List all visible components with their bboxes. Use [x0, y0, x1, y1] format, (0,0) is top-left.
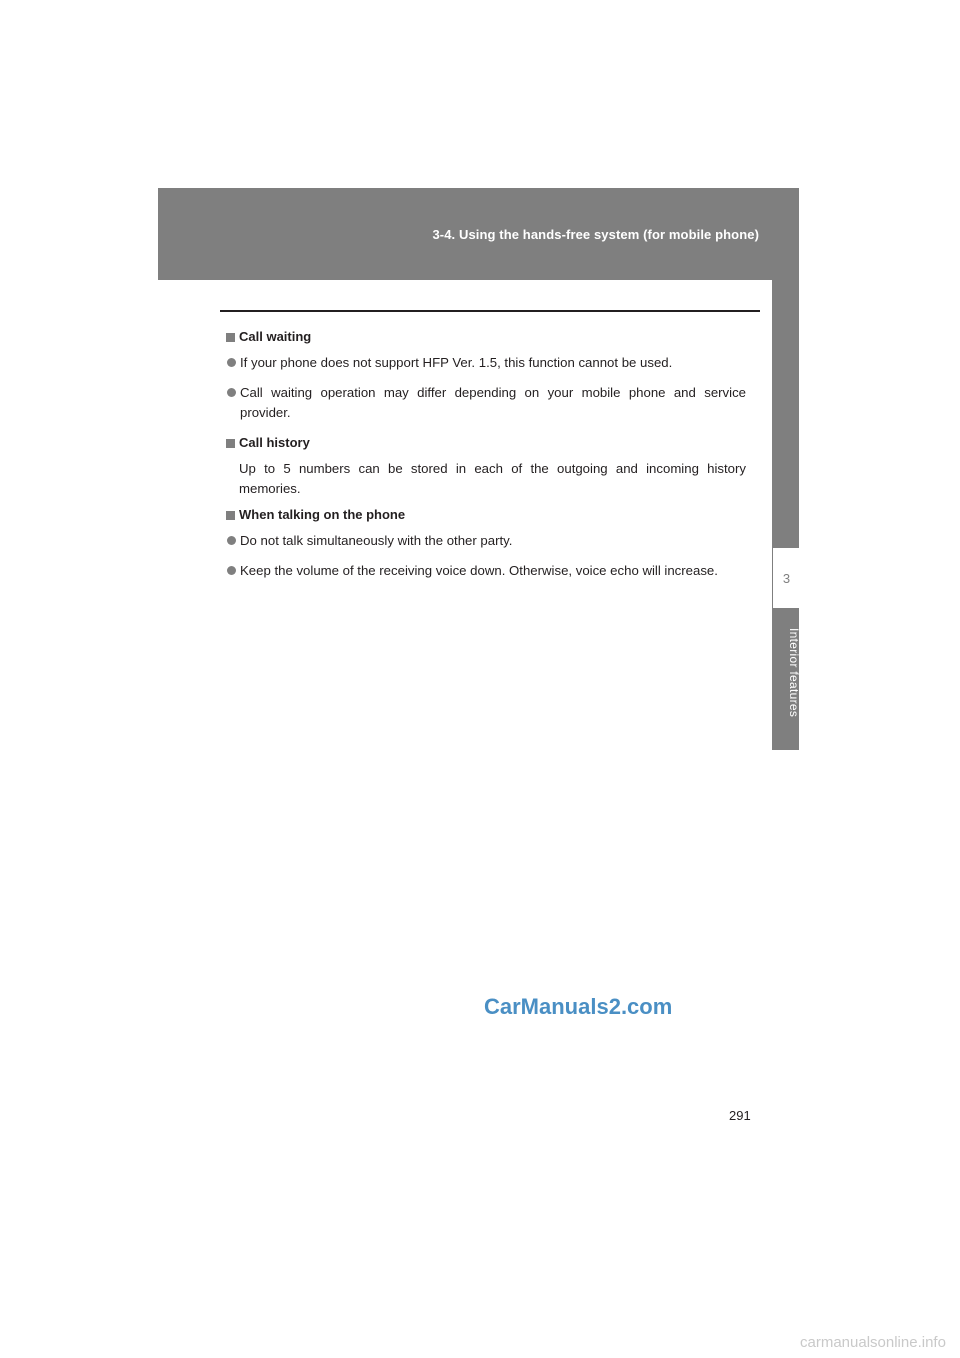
square-bullet-icon [226, 511, 235, 520]
content-divider [220, 310, 760, 312]
round-bullet-icon [227, 388, 236, 397]
section-heading [226, 433, 746, 453]
square-bullet-icon [226, 439, 235, 448]
list-item-text: Call waiting operation may differ depending on your mobile phone and service provider. [240, 385, 746, 420]
square-bullet-icon [226, 333, 235, 342]
watermark-carmanuals2[interactable]: CarManuals2.com [484, 994, 673, 1019]
chapter-title: 3-4. Using the hands-free system (for mobile phone) [432, 227, 759, 242]
list-item-text: Keep the volume of the receiving voice down. Otherwise, voice echo will increase. [240, 563, 718, 578]
page-number: 291 [729, 1108, 751, 1123]
section-paragraph: Up to 5 numbers can be stored in each of the outgoing and incoming history memories. [239, 461, 746, 496]
section-call-waiting [226, 327, 746, 423]
heading-text: Call history [239, 435, 310, 450]
list-item [227, 353, 746, 373]
round-bullet-icon [227, 536, 236, 545]
heading-text: Call waiting [239, 329, 312, 344]
list-item-text: If your phone does not support HFP Ver. 1.5, this function cannot be used. [240, 355, 673, 370]
round-bullet-icon [227, 358, 236, 367]
list-item [227, 531, 746, 551]
chapter-header-bar [158, 188, 799, 280]
chapter-label: Interior features [787, 628, 801, 718]
heading-text: When talking on the phone [239, 507, 406, 522]
page-content [226, 327, 746, 591]
list-item [227, 561, 746, 581]
section-talking-on-phone [226, 505, 746, 581]
round-bullet-icon [227, 566, 236, 575]
section-heading [226, 505, 746, 525]
list-item [227, 383, 746, 423]
section-call-history [226, 433, 746, 499]
watermark-carmanualsonline: carmanualsonline.info [800, 1334, 946, 1351]
list-item-text: Do not talk simultaneously with the other party. [240, 533, 513, 548]
section-heading [226, 327, 746, 347]
chapter-number: 3 [773, 548, 800, 608]
